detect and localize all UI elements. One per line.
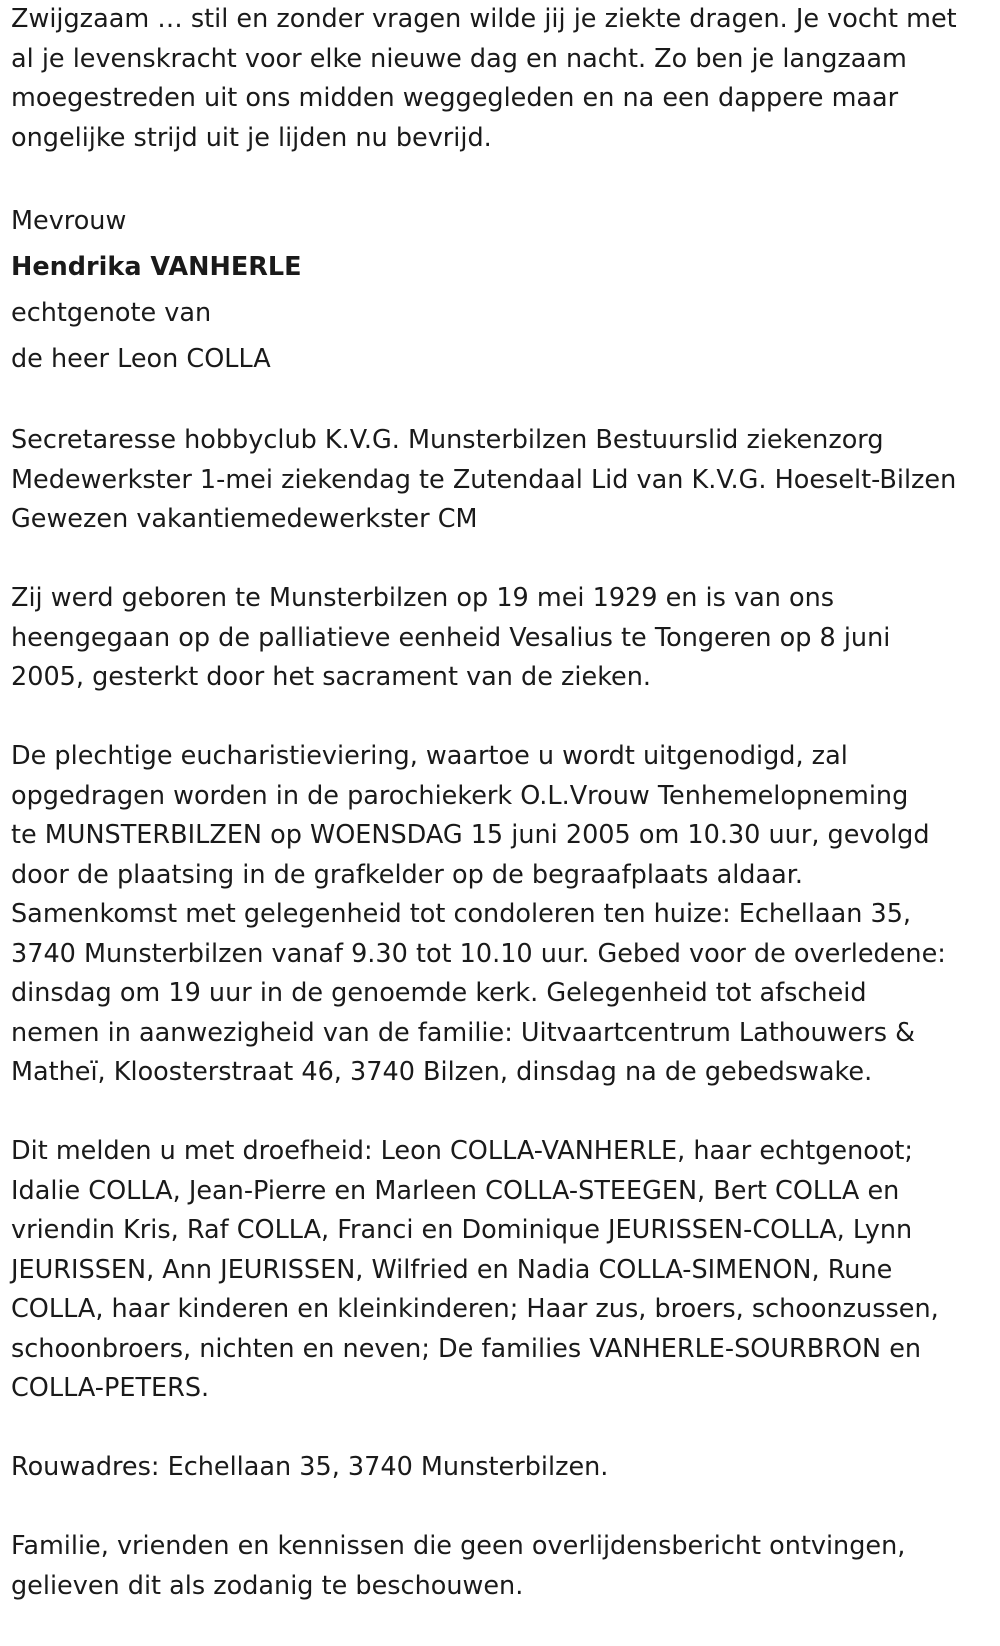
- birth-death-line: heengegaan op de palliatieve eenheid Vesalius te Tongeren op 8 juni: [11, 622, 891, 653]
- obituary-text: [11, 0, 991, 1606]
- roles-paragraph: [11, 421, 991, 540]
- ceremony-line: nemen in aanwezigheid van de familie: Uitvaartcentrum Lathouwers &: [11, 1017, 915, 1048]
- intro-paragraph: [11, 0, 991, 158]
- ceremony-line: dinsdag om 19 uur in de genoemde kerk. Gelegenheid tot afscheid: [11, 978, 867, 1008]
- ceremony-line: opgedragen worden in de parochiekerk O.L.Vrouw Tenhemelopneming: [11, 780, 909, 811]
- address-paragraph: [11, 1448, 991, 1488]
- ceremony-line: door de plaatsing in de grafkelder op de begraafplaats aldaar.: [11, 859, 803, 890]
- spacer: [11, 1488, 991, 1528]
- family-line: COLLA, haar kinderen en kleinkinderen; Haar zus, broers, schoonzussen,: [11, 1294, 939, 1324]
- family-line: COLLA-PETERS.: [11, 1373, 210, 1403]
- intro-line: Zwijgzaam … stil en zonder vragen wilde jij je ziekte dragen. Je vocht met: [11, 4, 957, 34]
- birth-death-line: 2005, gesterkt door het sacrament van de zieken.: [11, 662, 652, 692]
- roles-line: Secretaresse hobbyclub K.V.G. Munsterbilzen Bestuurslid ziekenzorg: [11, 425, 884, 455]
- birth-death-paragraph: [11, 579, 991, 698]
- family-line: JEURISSEN, Ann JEURISSEN, Wilfried en Nadia COLLA-SIMENON, Rune: [11, 1254, 893, 1285]
- ceremony-line: 3740 Munsterbilzen vanaf 9.30 tot 10.10 uur. Gebed voor de overledene:: [11, 938, 946, 969]
- family-line: schoonbroers, nichten en neven; De families VANHERLE-SOURBRON en: [11, 1333, 922, 1364]
- relation-label: echtgenote van: [11, 297, 212, 328]
- spacer: [11, 382, 991, 422]
- family-line: Idalie COLLA, Jean-Pierre en Marleen COLLA-STEEGEN, Bert COLLA en: [11, 1175, 900, 1206]
- spacer: [11, 698, 991, 738]
- intro-line: moegestreden uit ons midden weggegleden en na een dappere maar: [11, 83, 899, 113]
- family-line: vriendin Kris, Raf COLLA, Franci en Dominique JEURISSEN-COLLA, Lynn: [11, 1215, 913, 1245]
- name-block: [11, 198, 991, 382]
- ceremony-line: te MUNSTERBILZEN op WOENSDAG 15 juni 2005 om 10.30 uur, gevolgd: [11, 820, 930, 850]
- spacer: [11, 1409, 991, 1449]
- ceremony-line: Samenkomst met gelegenheid tot condoleren ten huize: Echellaan 35,: [11, 899, 912, 929]
- closing-line: Familie, vrienden en kennissen die geen overlijdensbericht ontvingen,: [11, 1531, 906, 1561]
- closing-line: gelieven dit als zodanig te beschouwen.: [11, 1570, 524, 1601]
- family-line: Dit melden u met droefheid: Leon COLLA-VANHERLE, haar echtgenoot;: [11, 1136, 914, 1166]
- ceremony-line: Matheï, Kloosterstraat 46, 3740 Bilzen, dinsdag na de gebedswake.: [11, 1057, 873, 1087]
- roles-line: Gewezen vakantiemedewerkster CM: [11, 504, 478, 534]
- spacer: [11, 540, 991, 580]
- intro-line: ongelijke strijd uit je lijden nu bevrijd.: [11, 122, 492, 153]
- closing-paragraph: [11, 1527, 991, 1606]
- spacer: [11, 158, 991, 198]
- roles-line: Medewerkster 1-mei ziekendag te Zutendaal Lid van K.V.G. Hoeselt-Bilzen: [11, 464, 957, 495]
- ceremony-line: De plechtige eucharistieviering, waartoe u wordt uitgenodigd, zal: [11, 741, 848, 771]
- spouse-name: de heer Leon COLLA: [11, 343, 271, 374]
- mourning-address: Rouwadres: Echellaan 35, 3740 Munsterbilzen.: [11, 1452, 609, 1482]
- spacer: [11, 1093, 991, 1133]
- intro-line: al je levenskracht voor elke nieuwe dag en nacht. Zo ben je langzaam: [11, 43, 907, 74]
- deceased-name: Hendrika VANHERLE: [11, 251, 302, 282]
- salutation: Mevrouw: [11, 205, 127, 236]
- birth-death-line: Zij werd geboren te Munsterbilzen op 19 mei 1929 en is van ons: [11, 583, 835, 613]
- ceremony-paragraph: [11, 737, 991, 1093]
- family-paragraph: [11, 1132, 991, 1409]
